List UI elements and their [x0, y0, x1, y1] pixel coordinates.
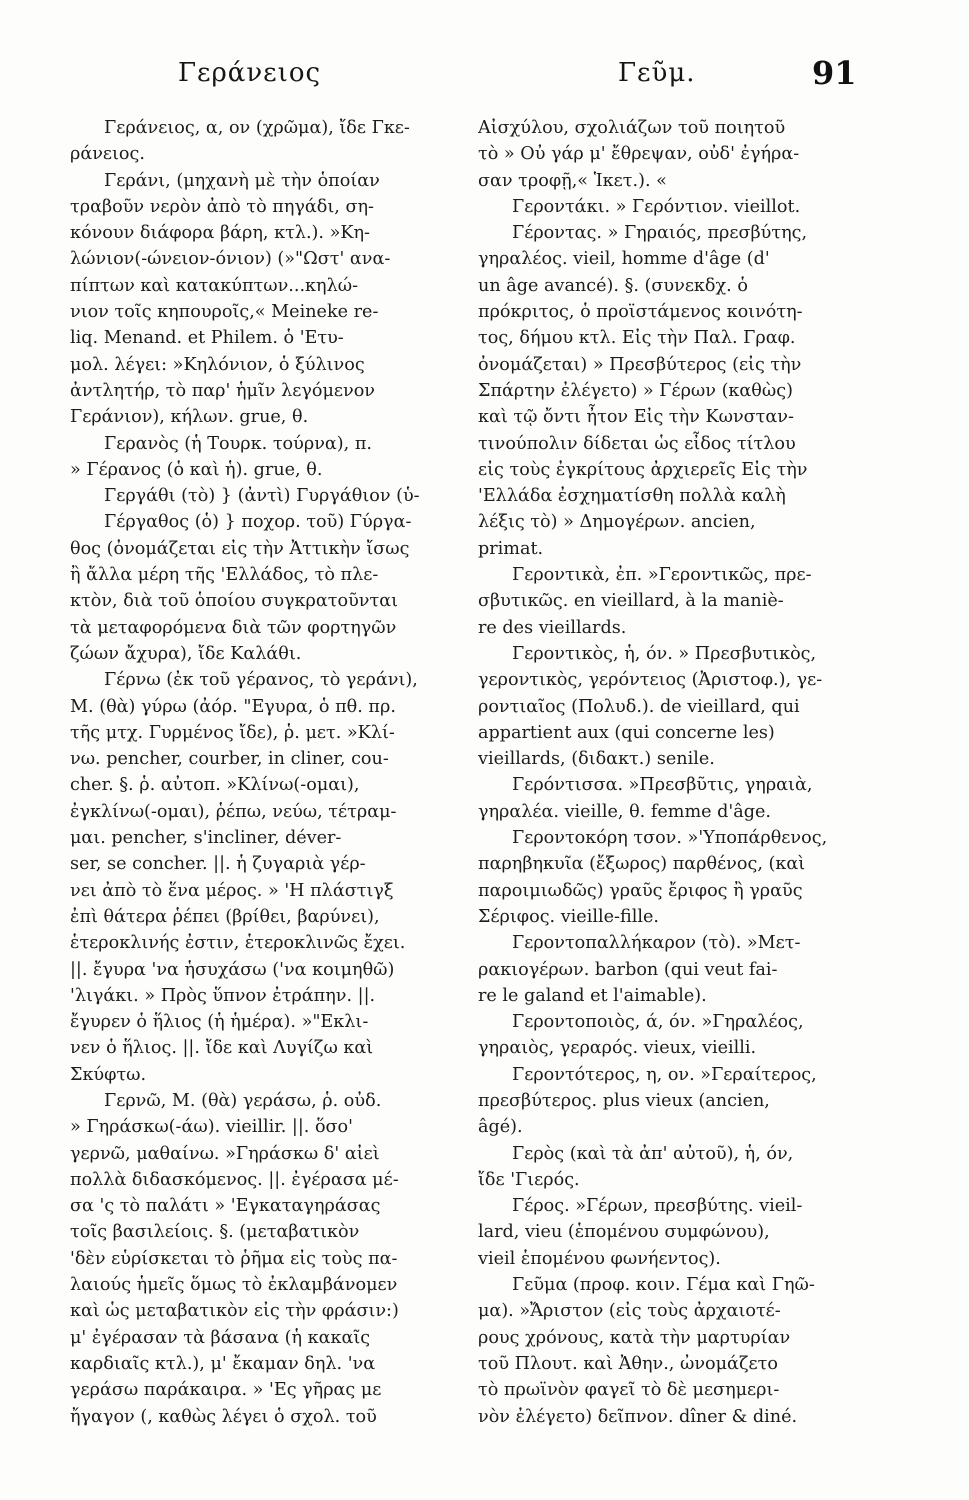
- text-line: τὸ πρωϊνὸν φαγεῖ τὸ δὲ μεσημερι-: [478, 1380, 780, 1401]
- right-text-column: [478, 115, 860, 1430]
- text-line: τοῖς βασιλείοις. §. (μεταβατικὸν: [70, 1222, 360, 1243]
- text-line: ζώων ἄχυρα), ἴδε Καλάθι.: [70, 643, 302, 664]
- text-line: γεράσω παράκαιρα. » 'Ες γῆρας με: [70, 1380, 382, 1401]
- text-line: Αἰσχύλου, σχολιάζων τοῦ ποιητοῦ: [478, 118, 786, 138]
- text-line: Γέργαθος (ὁ) } ποχορ. τοῦ) Γύργα-: [104, 512, 412, 533]
- text-line: ἤγαγον (, καθὼς λέγει ὁ σχολ. τοῦ: [70, 1406, 377, 1427]
- text-line: νεν ὁ ἥλιος. ||. ἴδε καὶ Λυγίζω καὶ: [70, 1038, 374, 1059]
- text-line: ράνειος.: [70, 144, 145, 165]
- text-line: 'Ελλάδα ἐσχηματίσθη πολλὰ καλὴ: [478, 486, 786, 507]
- text-line: Γεροντοπαλλήκαρον (τὸ). »Μετ-: [512, 933, 801, 954]
- text-line: un âge avancé). §. (συνεκδχ. ὁ: [478, 275, 748, 296]
- text-line: νιον τοῖς κηπουροῖς,« Meineke re-: [70, 302, 379, 323]
- text-line: καὶ ὡς μεταβατικὸν εἰς τὴν φράσιν:): [70, 1301, 399, 1322]
- text-line: σα 'ς τὸ παλάτι » 'Εγκαταγηράσας: [70, 1196, 381, 1217]
- text-line: ρους χρόνους, κατὰ τὴν μαρτυρίαν: [478, 1327, 791, 1348]
- text-line: ||. ἔγυρα 'να ἡσυχάσω ('να κοιμηθῶ): [70, 959, 395, 980]
- text-line: Σπάρτην ἐλέγετο) » Γέρων (καθὼς): [478, 380, 793, 401]
- text-line: Γεῦμα (προφ. κοιν. Γέμα καὶ Γηῶ-: [512, 1275, 815, 1296]
- text-line: 'δὲν εὑρίσκεται τὸ ῥῆμα εἰς τοὺς πα-: [70, 1248, 398, 1269]
- text-line: παρηβηκυῖα (ἔξωρος) παρθένος, (καὶ: [478, 854, 806, 875]
- text-line: τὸ » Οὐ γάρ μ' ἔθρεψαν, οὐδ' ἐγήρα-: [478, 144, 800, 165]
- text-line: ἑτεροκλινής ἐστιν, ἑτεροκλινῶς ἔχει.: [70, 933, 406, 954]
- text-line: re des vieillards.: [478, 617, 627, 638]
- text-line: Γεροντικὸς, ἡ, όν. » Πρεσβυτικὸς,: [512, 643, 817, 664]
- text-line: Γεράνι, (μηχανὴ μὲ τὴν ὁποίαν: [104, 170, 380, 191]
- text-line: Γέρος. »Γέρων, πρεσβύτης. vieil-: [512, 1196, 803, 1217]
- text-line: » Γέρανος (ὁ καὶ ἡ). grue, θ.: [70, 459, 323, 480]
- text-line: ἐπὶ θάτερα ῥέπει (βρίθει, βαρύνει),: [70, 906, 380, 927]
- text-line: ὀνομάζεται) » Πρεσβύτερος (εἰς τὴν: [478, 354, 802, 375]
- running-head-left: Γεράνειος: [178, 58, 322, 88]
- text-line: νει ἀπὸ τὸ ἕνα μέρος. » 'Η πλάστιγξ: [70, 880, 394, 901]
- text-line: γηραλέος. vieil, homme d'âge (d': [478, 249, 770, 270]
- text-line: τὰ μεταφορόμενα διὰ τῶν φορτηγῶν: [70, 617, 397, 638]
- text-line: παροιμιωδῶς) γραῦς ἔριφος ἢ γραῦς: [478, 880, 803, 901]
- text-line: Γερόντισσα. »Πρεσβῦτις, γηραιὰ,: [512, 775, 813, 796]
- text-line: πίπτων καὶ κατακύπτων...κηλώ-: [70, 275, 359, 296]
- text-line: τῆς μτχ. Γυρμένος ἴδε), ῥ. μετ. »Κλί-: [70, 722, 395, 743]
- running-head-center: Γεῦμ.: [618, 58, 696, 88]
- page-number: 91: [812, 54, 857, 92]
- text-line: κόνουν διάφορα βάρη, κτλ.). »Κη-: [70, 223, 370, 244]
- text-line: » Γηράσκω(-άω). vieillir. ||. ὅσο': [70, 1117, 353, 1138]
- text-line: τραβοῦν νερὸν ἀπὸ τὸ πηγάδι, ση-: [70, 196, 374, 217]
- text-line: Γερνῶ, Μ. (θὰ) γεράσω, ῥ. οὐδ.: [104, 1090, 382, 1111]
- text-line: lard, vieu (ἑπομένου συμφώνου),: [478, 1222, 770, 1243]
- text-line: λέξις τὸ) » Δημογέρων. ancien,: [478, 512, 756, 533]
- text-line: Γεροντότερος, η, ον. »Γεραίτερος,: [512, 1064, 817, 1085]
- text-line: γερνῶ, μαθαίνω. »Γηράσκω δ' αἰεὶ: [70, 1143, 380, 1164]
- text-line: vieil ἑπομένου φωνήεντος).: [478, 1248, 721, 1269]
- text-line: γηραλέα. vieille, θ. femme d'âge.: [478, 801, 771, 822]
- text-line: Γέρνω (ἐκ τοῦ γέρανος, τὸ γεράνι),: [104, 670, 418, 691]
- text-line: σβυτικῶς. en vieillard, à la maniè-: [478, 591, 784, 612]
- text-line: θος (ὀνομάζεται εἰς τὴν Ἀττικὴν ἴσως: [70, 538, 410, 559]
- text-line: πολλὰ διδασκόμενος. ||. ἐγέρασα μέ-: [70, 1169, 399, 1190]
- text-line: κτὸν, διὰ τοῦ ὁποίου συγκρατοῦνται: [70, 591, 398, 612]
- text-line: Γεράνιον), κήλων. grue, θ.: [70, 407, 309, 428]
- text-line: πρόκριτος, ὁ προϊστάμενος κοινότη-: [478, 302, 803, 323]
- text-line: primat.: [478, 538, 544, 559]
- text-line: Γέροντας. » Γηραιός, πρεσβύτης,: [512, 223, 808, 244]
- text-line: vieillards, (διδακτ.) senile.: [478, 749, 715, 770]
- text-line: appartient aux (qui concerne les): [478, 722, 775, 743]
- text-line: Γεροντάκι. » Γερόντιον. vieillot.: [512, 196, 801, 217]
- text-line: 'λιγάκι. » Πρὸς ὕπνον ἐτράπην. ||.: [70, 985, 376, 1006]
- text-line: ρακιογέρων. barbon (qui veut fai-: [478, 959, 778, 980]
- text-line: νω. pencher, courber, in cliner, cou-: [70, 749, 389, 770]
- text-line: Μ. (θὰ) γύρω (ἀόρ. "Εγυρα, ὁ πθ. πρ.: [70, 696, 396, 717]
- text-line: Γερανὸς (ἡ Τουρκ. τούρνα), π.: [104, 433, 372, 454]
- text-line: λαιούς ἡμεῖς ὅμως τὸ ἐκλαμβάνομεν: [70, 1275, 398, 1296]
- text-line: τοῦ Πλουτ. καὶ Ἀθην., ὠνομάζετο: [478, 1353, 778, 1374]
- text-line: Γεροντοποιὸς, ά, όν. »Γηραλέος,: [512, 1012, 804, 1033]
- text-line: ἀντλητήρ, τὸ παρ' ἡμῖν λεγόμενον: [70, 380, 376, 401]
- text-line: σαν τροφῇ,« Ἱκετ.). «: [478, 170, 667, 191]
- left-text-column: [70, 115, 450, 1430]
- text-line: Γεροντοκόρη τσον. »'Υποπάρθενος,: [512, 828, 828, 849]
- text-line: ser, se concher. ||. ἡ ζυγαριὰ γέρ-: [70, 854, 366, 875]
- text-line: εἰς τοὺς ἐγκρίτους ἀρχιερεῖς Εἰς τὴν: [478, 459, 808, 480]
- text-line: liq. Menand. et Philem. ὁ 'Ετυ-: [70, 328, 344, 349]
- text-line: re le galand et l'aimable).: [478, 985, 707, 1006]
- text-line: τος, δήμου κτλ. Εἰς τὴν Παλ. Γραφ.: [478, 328, 796, 349]
- text-line: γεροντικὸς, γερόντειος (Ἀριστοφ.), γε-: [478, 670, 823, 691]
- text-line: Γεργάθι (τὸ) } (ἀντὶ) Γυργάθιον (ὑ-: [104, 486, 420, 507]
- text-line: μαι. pencher, s'incliner, déver-: [70, 828, 342, 849]
- text-line: καὶ τῷ ὄντι ἦτον Εἰς τὴν Κωνσταν-: [478, 407, 794, 428]
- text-line: λώνιον(-ώνειον-όνιον) (»"Ωστ' ανα-: [70, 249, 391, 270]
- text-line: Γεροντικὰ, ἐπ. »Γεροντικῶς, πρε-: [512, 565, 812, 586]
- text-line: μα). »Ἄριστον (εἰς τοὺς ἀρχαιοτέ-: [478, 1301, 781, 1322]
- text-line: Σκύφτω.: [70, 1064, 147, 1085]
- text-line: καρδιαῖς κτλ.), μ' ἔκαμαν δηλ. 'να: [70, 1353, 376, 1374]
- text-line: πρεσβύτερος. plus vieux (ancien,: [478, 1090, 770, 1111]
- text-line: νὸν ἐλέγετο) δεῖπνον. dîner & diné.: [478, 1406, 798, 1427]
- text-line: γηραιὸς, γεραρός. vieux, vieilli.: [478, 1038, 757, 1059]
- text-line: μολ. λέγει: »Κηλόνιον, ὁ ξύλινος: [70, 354, 365, 375]
- text-line: ἴδε 'Γιερός.: [478, 1169, 580, 1190]
- text-line: cher. §. ῥ. αὐτοπ. »Κλίνω(-ομαι),: [70, 775, 360, 796]
- text-line: ἐγκλίνω(-ομαι), ῥέπω, νεύω, τέτραμ-: [70, 801, 397, 822]
- text-line: Γερὸς (καὶ τὰ ἀπ' αὐτοῦ), ἡ, όν,: [512, 1143, 794, 1164]
- text-line: ἢ ἄλλα μέρη τῆς 'Ελλάδος, τὸ πλε-: [70, 565, 379, 586]
- text-line: ἔγυρεν ὁ ἥλιος (ἡ ἡμέρα). »"Εκλι-: [70, 1012, 369, 1033]
- text-line: τινούπολιν δίδεται ὡς εἶδος τίτλου: [478, 433, 796, 454]
- text-line: Γεράνειος, α, ον (χρῶμα), ἴδε Γκε-: [104, 118, 410, 138]
- text-line: ροντιαῖος (Πολυδ.). de vieillard, qui: [478, 696, 800, 717]
- text-line: âgé).: [478, 1117, 523, 1138]
- text-line: μ' ἐγέρασαν τὰ βάσανα (ἡ κακαῖς: [70, 1327, 371, 1348]
- text-line: Σέριφος. vieille-fille.: [478, 906, 659, 927]
